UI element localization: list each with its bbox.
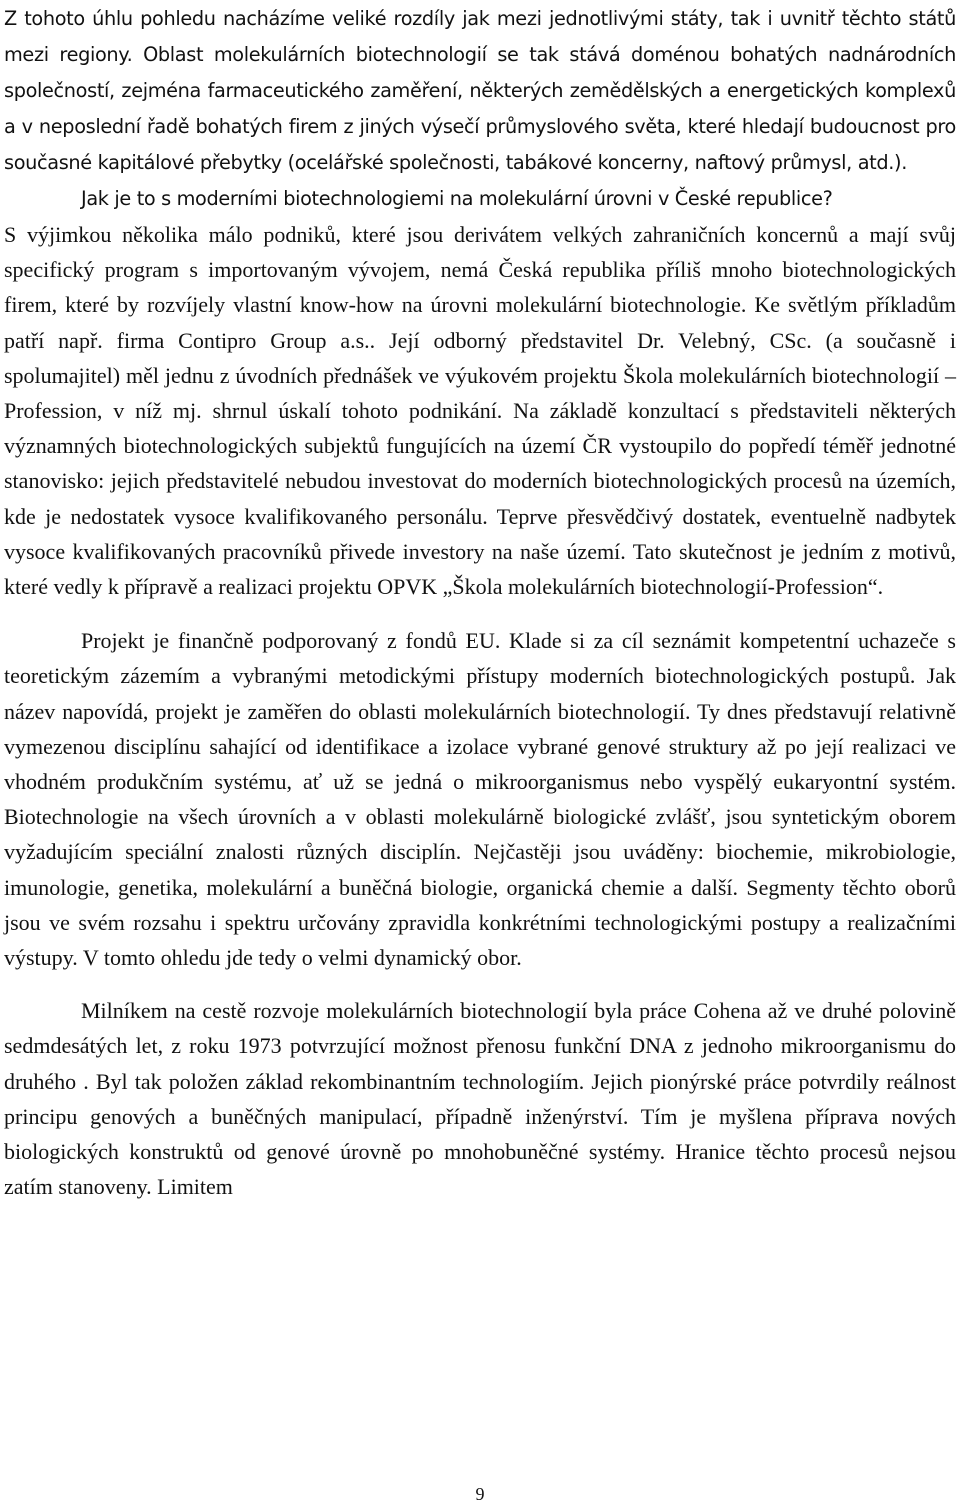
paragraph-milestone: Milníkem na cestě rozvoje molekulárních biotechnologií byla práce Cohena až ve druhé polovině sedmdesátých let, z roku 1973 potvrzující možnost přenosu funkční DNA z jednoho mikroorganismu do druhého . Byl tak položen základ rekombinantním technologiím. Jejich pionýrské práce potvrdily reálnost principu genových a buněčných manipulací, případně inženýrství. Tím je myšlena příprava nových biologických konstruktů od genové úrovně po mnohobuněčné systémy. Hranice těchto procesů nejsou zatím stanoveny. Limitem [4, 998, 956, 1200]
document-page [4, 0, 956, 1204]
paragraph-czech-biotech: S výjimkou několika málo podniků, které jsou derivátem velkých zahraničních koncernů a mají svůj specifický program s importovaným vývojem, nemá Česká republika příliš mnoho biotechnologických firem, které by rozvíjely vlastní know-how na úrovni molekulární biotechnologie. Ke světlým příkladům patří např. firma Contipro Group a.s.. Její odborný představitel Dr. Velebný, CSc. (a současně i spolumajitel) měl jednu z úvodních přednášek ve výukovém projektu Škola molekulárních biotechnologií – Profession, v níž mj. shrnul úskalí tohoto podnikání. Na základě konzultací s představiteli některých významných biotechnologických subjektů fungujících na území ČR vystoupilo do popředí téměř jednotné stanovisko: jejich představitelé nebudou investovat do moderních biotechnologických procesů na územích, kde je nedostatek vysoce kvalifikovaného personálu. Teprve přesvědčivý dostatek, eventuelně nadbytek vysoce kvalifikovaných pracovníků přivede investory na naše území. Tato skutečnost je jedním z motivů, které vedly k přípravě a realizaci projektu OPVK „Škola molekulárních biotechnologií-Profession“. [4, 222, 956, 600]
page-number: 9 [475, 1484, 485, 1504]
paragraph-regional-differences: Z tohoto úhlu pohledu nacházíme veliké rozdíly jak mezi jednotlivými státy, tak i uvnitř těchto států mezi regiony. Oblast molekulárních biotechnologií se tak stává doménou bohatých nadnárodních společností, zejména farmaceutického zaměření, některých zemědělských a energetických komplexů a v neposlední řadě bohatých firem z jiných výsečí průmyslového světa, které hledají budoucnost pro současné kapitálové přebytky (ocelářské společnosti, tabákové koncerny, naftový průmysl, atd.). [4, 7, 956, 174]
paragraph-question: Jak je to s moderními biotechnologiemi na molekulární úrovni v České republice? [81, 187, 833, 210]
paragraph-project: Projekt je finančně podporovaný z fondů EU. Klade si za cíl seznámit kompetentní uchazeče s teoretickým zázemím a vybranými metodickými přístupy moderních biotechnologických postupů. Jak název napovídá, projekt je zaměřen do oblasti molekulárních biotechnologií. Ty dnes představují relativně vymezenou disciplínu sahající od identifikace a izolace vybrané genové struktury až po její realizaci ve vhodném produkčním systému, ať už se jedná o mikroorganismus nebo vyspělý eukaryontní systém. Biotechnologie na všech úrovních a v oblasti molekulárně biologické zvlášť, jsou syntetickým oborem vyžadujícím speciální znalosti různých disciplín. Nejčastěji jsou uváděny: biochemie, mikrobiologie, imunologie, genetika, molekulární a buněčná biologie, organická chemie a další. Segmenty těchto oborů jsou ve svém rozsahu i spektru určovány zpravidla konkrétními technologickými postupy a realizačními výstupy. V tomto ohledu jde tedy o velmi dynamický obor. [4, 628, 956, 971]
